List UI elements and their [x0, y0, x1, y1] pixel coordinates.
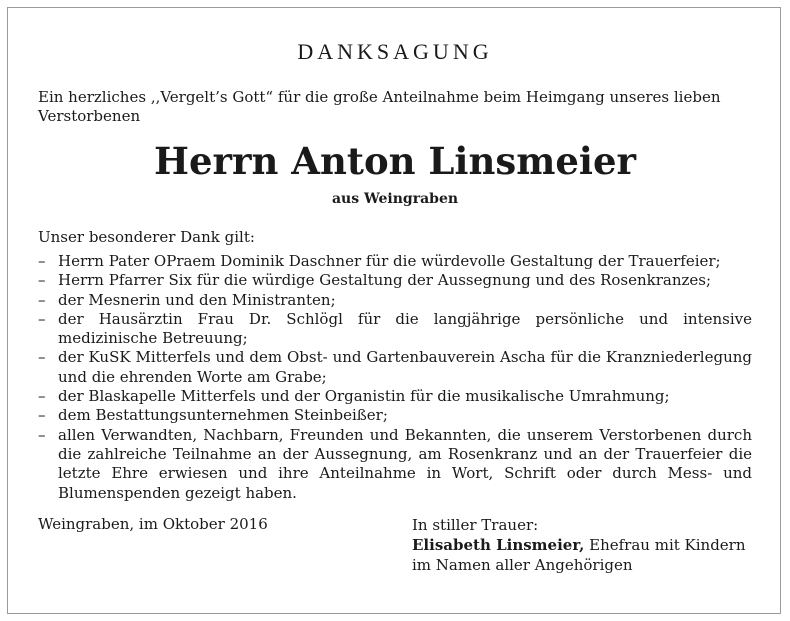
list-dash: – [38, 309, 46, 328]
mourning-label: In stiller Trauer: [412, 516, 539, 534]
thanks-item [38, 406, 752, 425]
list-dash: – [38, 252, 46, 270]
thanks-heading: Unser besonderer Dank gilt: [38, 228, 255, 246]
thanks-item-text: der Mesnerin und den Ministranten; [58, 290, 336, 309]
notice-title: DANKSAGUNG [297, 39, 493, 64]
thanks-item [38, 252, 752, 271]
deceased-name: Herrn Anton Linsmeier [153, 139, 636, 183]
widow-suffix: Ehefrau mit Kindern [584, 536, 746, 554]
list-dash: – [38, 425, 46, 444]
intro-text: Ein herzliches ‚‚Vergelt’s Gott“ für die große Anteilnahme beim Heimgang unseres lieben Verstorbenen [38, 88, 721, 125]
thanks-item-text: der KuSK Mitterfels und dem Obst- und Gartenbauverein Ascha für die Kranzniederlegung und die ehrenden Worte am Grabe; [58, 348, 752, 386]
place-date: Weingraben, im Oktober 2016 [38, 515, 268, 533]
widow-name: Elisabeth Linsmeier, [412, 536, 585, 554]
list-dash: – [38, 387, 46, 406]
thanks-item [38, 291, 752, 310]
thanks-item-text: der Hausärztin Frau Dr. Schlögl für die langjährige persönliche und intensive medizinische Betreuung; [58, 309, 752, 348]
list-dash: – [38, 290, 46, 309]
thanks-item-text: der Blaskapelle Mitterfels und der Organistin für die musikalische Umrahmung; [58, 387, 670, 406]
thanks-item-text: dem Bestattungsunternehmen Steinbeißer; [58, 406, 388, 425]
thanks-item [38, 387, 752, 406]
widow-line [412, 535, 762, 555]
thanks-item [38, 348, 752, 387]
list-dash: – [38, 406, 46, 425]
thanks-item-text: Herrn Pfarrer Six für die würdige Gestaltung der Aussegnung und des Rosenkranzes; [58, 271, 712, 290]
thanks-list [38, 252, 752, 503]
list-dash: – [38, 348, 46, 367]
thanks-item [38, 271, 752, 290]
thanks-item-text: allen Verwandten, Nachbarn, Freunden und Bekannten, die unserem Verstorbenen durch die zahlreiche Teilnahme an der Aussegnung, am Rosenkranz und an der Trauerfeier die letzte Ehre erwiesen und ihre Anteilnahme in Wort, Schrift oder durch Mess- und Blumenspenden gezeigt haben. [58, 425, 752, 502]
deceased-origin: aus Weingraben [331, 191, 459, 207]
list-dash: – [38, 271, 46, 290]
thanks-item-text: Herrn Pater OPraem Dominik Daschner für die würdevolle Gestaltung der Trauerfeier; [58, 252, 721, 270]
thanks-item [38, 426, 752, 503]
mourners-block [412, 515, 762, 575]
thanks-item [38, 310, 752, 349]
relatives-line: im Namen aller Angehörigen [412, 556, 633, 574]
